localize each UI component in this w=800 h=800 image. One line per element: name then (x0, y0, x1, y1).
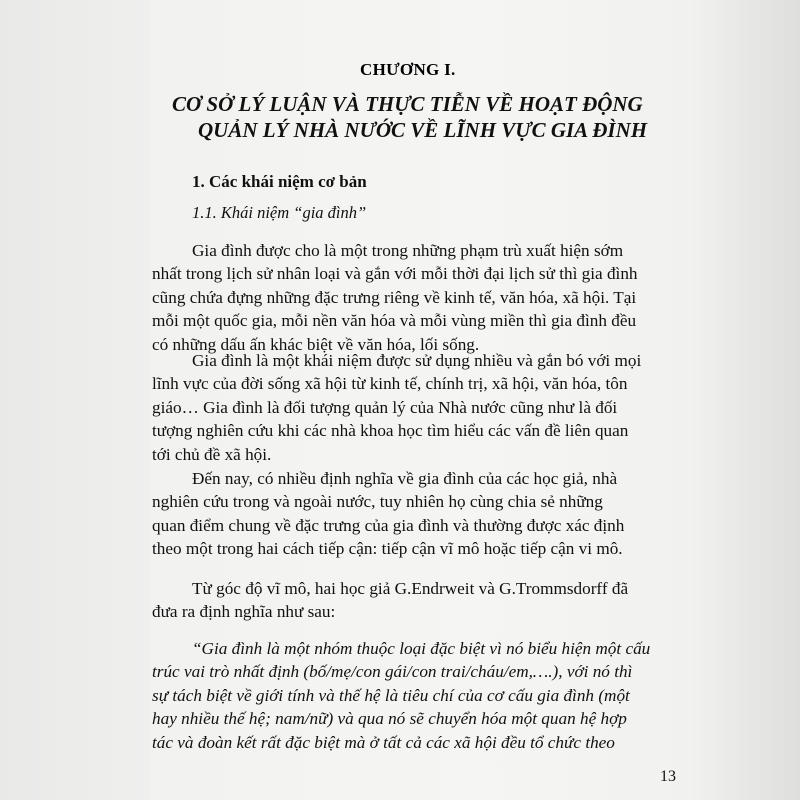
paragraph-3-line-1: Đến nay, có nhiều định nghĩa về gia đình của các học giả, nhà (192, 469, 618, 488)
paragraph-1-line-1: Gia đình được cho là một trong những phạm trù xuất hiện sớm (192, 241, 624, 260)
paragraph-2-line-1: Gia đình là một khái niệm được sử dụng nhiều và gắn bó với mọi (192, 351, 642, 370)
paragraph-3-line-2: nghiên cứu trong và ngoài nước, tuy nhiên họ cùng chia sẻ những (152, 492, 603, 512)
section-heading: 1. Các khái niệm cơ bản (192, 172, 367, 191)
chapter-title-line-2: QUẢN LÝ NHÀ NƯỚC VỀ LĨNH VỰC GIA ĐÌNH (198, 118, 648, 142)
chapter-title-line-1: CƠ SỞ LÝ LUẬN VÀ THỰC TIỄN VỀ HOẠT ĐỘNG (172, 92, 643, 116)
quote-line-3: sự tách biệt về giới tính và thế hệ là tiêu chí của cơ cấu gia đình (một (152, 685, 630, 705)
quote-line-4: hay nhiều thế hệ; nam/nữ) và qua nó sẽ chuyển hóa một quan hệ hợp (152, 709, 627, 729)
page-left-margin (0, 0, 150, 800)
paragraph-3 (152, 467, 692, 561)
paragraph-3-line-4: theo một trong hai cách tiếp cận: tiếp cận vĩ mô hoặc tiếp cận vi mô. (152, 539, 623, 559)
paragraph-4-line-1: Từ góc độ vĩ mô, hai học giả G.Endrweit và G.Trommsdorff đã (192, 579, 629, 598)
paragraph-2-line-3: giáo… Gia đình là đối tượng quản lý của Nhà nước cũng như là đối (152, 397, 618, 417)
paragraph-1-line-2: nhất trong lịch sử nhân loại và gắn với mỗi thời đại lịch sử thì gia đình (152, 264, 638, 284)
page-edge-shadow (690, 0, 800, 800)
subsection-heading: 1.1. Khái niệm “gia đình” (192, 203, 367, 222)
paragraph-2-line-2: lĩnh vực của đời sống xã hội từ kinh tế, chính trị, xã hội, văn hóa, tôn (152, 374, 628, 394)
paragraph-1-line-4: mỗi một quốc gia, mỗi nền văn hóa và mỗi vùng miền thì gia đình đều (152, 311, 637, 331)
quote-paragraph (152, 637, 692, 754)
quote-line-2: trúc vai trò nhất định (bố/mẹ/con gái/con trai/cháu/em,….), với nó thì (152, 662, 633, 682)
paragraph-3-line-3: quan điểm chung về đặc trưng của gia đình và thường được xác định (152, 515, 625, 535)
paragraph-1-line-3: cũng chứa đựng những đặc trưng riêng về kinh tế, văn hóa, xã hội. Tại (152, 287, 637, 307)
paragraph-2-line-5: tới chủ đề xã hội. (152, 444, 272, 464)
page-number: 13 (660, 768, 676, 785)
paragraph-1-line-5: có những dấu ấn khác biệt về văn hóa, lối sống. (152, 334, 480, 354)
quote-line-1: “Gia đình là một nhóm thuộc loại đặc biệt vì nó biểu hiện một cấu (192, 639, 651, 658)
quote-line-5: tác và đoàn kết rất đặc biệt mà ở tất cả các xã hội đều tổ chức theo (152, 732, 615, 752)
chapter-label: CHƯƠNG I. (360, 60, 456, 79)
paragraph-2-line-4: tượng nghiên cứu khi các nhà khoa học tìm hiểu các vấn đề liên quan (152, 421, 629, 441)
paragraph-4 (152, 577, 692, 624)
paragraph-1 (152, 239, 692, 356)
paragraph-4-line-2: đưa ra định nghĩa như sau: (152, 602, 336, 622)
paragraph-2 (152, 349, 692, 466)
